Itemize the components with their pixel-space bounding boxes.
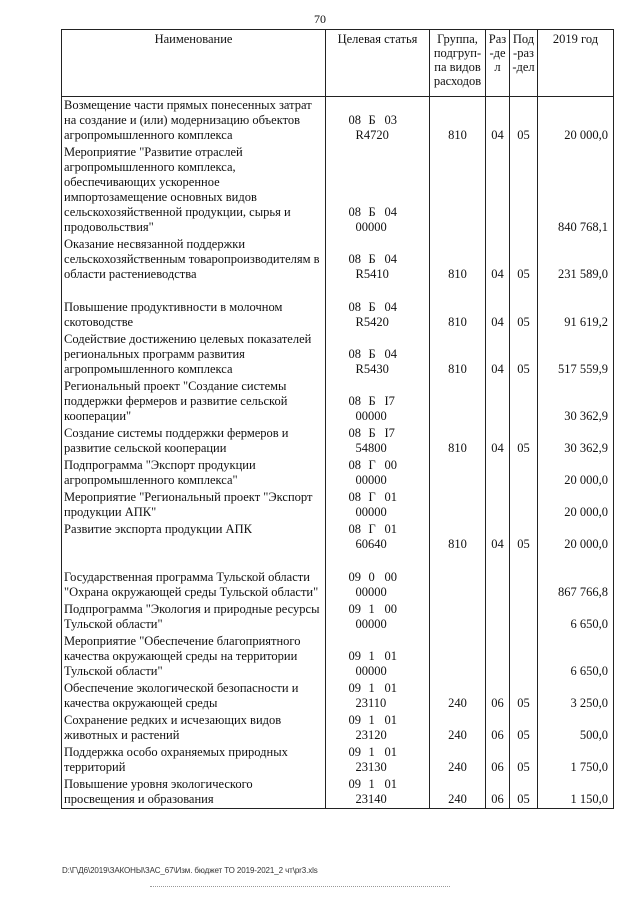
row-group: 810 bbox=[430, 299, 486, 331]
code-direction: R4720 bbox=[355, 128, 389, 142]
row-subsection bbox=[510, 378, 538, 425]
code-subprogram: 1 bbox=[368, 777, 375, 791]
row-group: 240 bbox=[430, 712, 486, 744]
row-target-code bbox=[326, 601, 430, 633]
code-subprogram: 0 bbox=[368, 570, 375, 584]
row-name: Развитие экспорта продукции АПК bbox=[62, 521, 326, 553]
code-event: 01 bbox=[384, 490, 397, 504]
row-target-code bbox=[326, 425, 430, 457]
table-row bbox=[62, 378, 614, 425]
row-target-code bbox=[326, 776, 430, 809]
row-subsection: 05 bbox=[510, 299, 538, 331]
code-subprogram: Б bbox=[368, 394, 376, 408]
code-direction: 23120 bbox=[355, 728, 387, 742]
row-section: 06 bbox=[486, 776, 510, 809]
table-row bbox=[62, 521, 614, 553]
row-subsection: 05 bbox=[510, 331, 538, 378]
code-program: 08 bbox=[348, 426, 361, 440]
code-event: 04 bbox=[384, 300, 397, 314]
row-name: Мероприятие "Развитие отраслей агропромышленного комплекса, обеспечивающих ускоренное импортозамещение основных видов сельскохозяйственной продукции, сырья и продовольствия" bbox=[62, 144, 326, 236]
header-group: Группа, подгруп-па видов расходов bbox=[430, 30, 486, 97]
code-subprogram: Б bbox=[368, 426, 376, 440]
row-group: 240 bbox=[430, 744, 486, 776]
code-direction: 00000 bbox=[355, 617, 387, 631]
code-subprogram: Г bbox=[368, 522, 376, 536]
code-subprogram: 1 bbox=[368, 713, 375, 727]
code-program: 09 bbox=[348, 681, 361, 695]
code-subprogram: 1 bbox=[368, 681, 375, 695]
code-program: 08 bbox=[348, 394, 361, 408]
row-amount: 30 362,9 bbox=[538, 378, 614, 425]
code-subprogram: Б bbox=[368, 347, 376, 361]
code-direction: 00000 bbox=[355, 409, 387, 423]
row-group: 810 bbox=[430, 97, 486, 145]
code-event: I7 bbox=[384, 426, 395, 440]
row-section: 04 bbox=[486, 236, 510, 283]
header-name: Наименование bbox=[62, 30, 326, 97]
row-section: 06 bbox=[486, 744, 510, 776]
row-group bbox=[430, 633, 486, 680]
row-target-code bbox=[326, 97, 430, 145]
row-section bbox=[486, 489, 510, 521]
row-amount: 20 000,0 bbox=[538, 489, 614, 521]
row-section: 04 bbox=[486, 97, 510, 145]
row-group: 810 bbox=[430, 236, 486, 283]
row-subsection: 05 bbox=[510, 776, 538, 809]
code-direction: 60640 bbox=[355, 537, 387, 551]
row-group bbox=[430, 569, 486, 601]
row-subsection: 05 bbox=[510, 236, 538, 283]
code-event: 04 bbox=[384, 205, 397, 219]
row-subsection bbox=[510, 569, 538, 601]
row-amount: 30 362,9 bbox=[538, 425, 614, 457]
row-target-code bbox=[326, 569, 430, 601]
row-target-code bbox=[326, 680, 430, 712]
row-amount: 517 559,9 bbox=[538, 331, 614, 378]
scan-artifact-line bbox=[150, 886, 450, 887]
code-event: 00 bbox=[384, 602, 397, 616]
row-group bbox=[430, 457, 486, 489]
code-program: 08 bbox=[348, 522, 361, 536]
row-subsection bbox=[510, 144, 538, 236]
row-subsection bbox=[510, 601, 538, 633]
row-target-code bbox=[326, 299, 430, 331]
row-spacer bbox=[62, 283, 614, 299]
code-program: 09 bbox=[348, 602, 361, 616]
row-amount: 867 766,8 bbox=[538, 569, 614, 601]
row-amount: 500,0 bbox=[538, 712, 614, 744]
header-target: Целевая статья bbox=[326, 30, 430, 97]
row-group: 240 bbox=[430, 776, 486, 809]
code-direction: 23110 bbox=[355, 696, 387, 710]
code-program: 08 bbox=[348, 490, 361, 504]
code-subprogram: 1 bbox=[368, 745, 375, 759]
row-group bbox=[430, 144, 486, 236]
code-subprogram: Г bbox=[368, 490, 376, 504]
code-event: 01 bbox=[384, 522, 397, 536]
header-row bbox=[62, 30, 614, 97]
row-amount: 20 000,0 bbox=[538, 457, 614, 489]
table-row bbox=[62, 331, 614, 378]
row-subsection: 05 bbox=[510, 744, 538, 776]
code-direction: 00000 bbox=[355, 664, 387, 678]
row-amount: 6 650,0 bbox=[538, 633, 614, 680]
row-subsection bbox=[510, 457, 538, 489]
row-target-code bbox=[326, 457, 430, 489]
row-section: 04 bbox=[486, 299, 510, 331]
code-program: 08 bbox=[348, 300, 361, 314]
row-name: Поддержка особо охраняемых природных территорий bbox=[62, 744, 326, 776]
table-row bbox=[62, 680, 614, 712]
row-target-code bbox=[326, 521, 430, 553]
row-target-code bbox=[326, 331, 430, 378]
row-amount: 840 768,1 bbox=[538, 144, 614, 236]
header-year: 2019 год bbox=[538, 30, 614, 97]
code-direction: R5420 bbox=[355, 315, 389, 329]
row-name: Мероприятие "Региональный проект "Экспорт продукции АПК" bbox=[62, 489, 326, 521]
row-group: 810 bbox=[430, 521, 486, 553]
row-name: Сохранение редких и исчезающих видов животных и растений bbox=[62, 712, 326, 744]
header-section: Раз-дел bbox=[486, 30, 510, 97]
row-target-code bbox=[326, 489, 430, 521]
code-program: 09 bbox=[348, 745, 361, 759]
row-target-code bbox=[326, 744, 430, 776]
row-amount: 20 000,0 bbox=[538, 97, 614, 145]
code-program: 08 bbox=[348, 252, 361, 266]
code-subprogram: 1 bbox=[368, 649, 375, 663]
table-row bbox=[62, 299, 614, 331]
table-row bbox=[62, 633, 614, 680]
code-subprogram: Г bbox=[368, 458, 376, 472]
file-path-footer: D:\Г\Д6\2019\ЗАКОНЫ\ЗАС_67\Изм. бюджет ТО 2019-2021_2 чт\pr3.xls bbox=[62, 866, 318, 875]
row-subsection: 05 bbox=[510, 712, 538, 744]
code-program: 09 bbox=[348, 713, 361, 727]
code-program: 08 bbox=[348, 347, 361, 361]
code-subprogram: Б bbox=[368, 252, 376, 266]
row-name: Возмещение части прямых понесенных затрат на создание и (или) модернизацию объектов агропромышленного комплекса bbox=[62, 97, 326, 145]
row-group: 810 bbox=[430, 331, 486, 378]
row-section: 04 bbox=[486, 425, 510, 457]
table-row bbox=[62, 97, 614, 145]
page-number: 70 bbox=[314, 12, 326, 26]
row-section: 06 bbox=[486, 680, 510, 712]
row-amount: 6 650,0 bbox=[538, 601, 614, 633]
row-name: Мероприятие "Обеспечение благоприятного качества окружающей среды на территории Тульской области" bbox=[62, 633, 326, 680]
row-group bbox=[430, 489, 486, 521]
code-event: 01 bbox=[384, 649, 397, 663]
code-subprogram: Б bbox=[368, 205, 376, 219]
row-subsection: 05 bbox=[510, 521, 538, 553]
code-direction: 23140 bbox=[355, 792, 387, 806]
code-event: 01 bbox=[384, 777, 397, 791]
row-name: Государственная программа Тульской области "Охрана окружающей среды Тульской области" bbox=[62, 569, 326, 601]
row-amount: 3 250,0 bbox=[538, 680, 614, 712]
code-event: 01 bbox=[384, 745, 397, 759]
row-subsection bbox=[510, 633, 538, 680]
row-target-code bbox=[326, 378, 430, 425]
code-event: 00 bbox=[384, 458, 397, 472]
table-row bbox=[62, 712, 614, 744]
table-row bbox=[62, 569, 614, 601]
code-program: 08 bbox=[348, 458, 361, 472]
row-name: Подпрограмма "Экспорт продукции агропромышленного комплекса" bbox=[62, 457, 326, 489]
code-event: I7 bbox=[384, 394, 395, 408]
row-name: Создание системы поддержки фермеров и развитие сельской кооперации bbox=[62, 425, 326, 457]
row-group bbox=[430, 601, 486, 633]
code-program: 08 bbox=[348, 113, 361, 127]
row-name: Содействие достижению целевых показателей региональных программ развития агропромышленного комплекса bbox=[62, 331, 326, 378]
row-section bbox=[486, 569, 510, 601]
row-section: 04 bbox=[486, 331, 510, 378]
row-name: Подпрограмма "Экология и природные ресурсы Тульской области" bbox=[62, 601, 326, 633]
row-target-code bbox=[326, 712, 430, 744]
code-event: 04 bbox=[384, 347, 397, 361]
row-section bbox=[486, 144, 510, 236]
code-direction: 00000 bbox=[355, 473, 387, 487]
header-subsection: Под-раз-дел bbox=[510, 30, 538, 97]
row-section: 06 bbox=[486, 712, 510, 744]
code-program: 08 bbox=[348, 205, 361, 219]
row-amount: 20 000,0 bbox=[538, 521, 614, 553]
code-direction: 00000 bbox=[355, 505, 387, 519]
table-row bbox=[62, 236, 614, 283]
row-amount: 91 619,2 bbox=[538, 299, 614, 331]
code-direction: 00000 bbox=[355, 585, 387, 599]
code-event: 01 bbox=[384, 681, 397, 695]
code-event: 00 bbox=[384, 570, 397, 584]
code-direction: 00000 bbox=[355, 220, 387, 234]
table-row bbox=[62, 489, 614, 521]
row-section bbox=[486, 633, 510, 680]
row-name: Обеспечение экологической безопасности и качества окружающей среды bbox=[62, 680, 326, 712]
code-subprogram: Б bbox=[368, 300, 376, 314]
row-amount: 231 589,0 bbox=[538, 236, 614, 283]
code-direction: 23130 bbox=[355, 760, 387, 774]
row-target-code bbox=[326, 144, 430, 236]
row-name: Повышение продуктивности в молочном скотоводстве bbox=[62, 299, 326, 331]
row-amount: 1 750,0 bbox=[538, 744, 614, 776]
table-row bbox=[62, 144, 614, 236]
row-section: 04 bbox=[486, 521, 510, 553]
row-target-code bbox=[326, 236, 430, 283]
row-subsection bbox=[510, 489, 538, 521]
code-subprogram: Б bbox=[368, 113, 376, 127]
row-name: Повышение уровня экологического просвещения и образования bbox=[62, 776, 326, 809]
row-subsection: 05 bbox=[510, 97, 538, 145]
budget-table bbox=[61, 29, 614, 809]
row-section bbox=[486, 601, 510, 633]
code-program: 09 bbox=[348, 777, 361, 791]
row-target-code bbox=[326, 633, 430, 680]
code-subprogram: 1 bbox=[368, 602, 375, 616]
row-spacer bbox=[62, 553, 614, 569]
row-amount: 1 150,0 bbox=[538, 776, 614, 809]
row-name: Оказание несвязанной поддержки сельскохозяйственным товаропроизводителям в области растениеводства bbox=[62, 236, 326, 283]
table-row bbox=[62, 744, 614, 776]
code-event: 04 bbox=[384, 252, 397, 266]
code-program: 09 bbox=[348, 649, 361, 663]
row-group: 810 bbox=[430, 425, 486, 457]
row-subsection: 05 bbox=[510, 680, 538, 712]
code-event: 03 bbox=[384, 113, 397, 127]
code-direction: R5410 bbox=[355, 267, 389, 281]
table-row bbox=[62, 457, 614, 489]
row-section bbox=[486, 457, 510, 489]
row-group: 240 bbox=[430, 680, 486, 712]
table-row bbox=[62, 601, 614, 633]
code-direction: R5430 bbox=[355, 362, 389, 376]
row-name: Региональный проект "Создание системы поддержки фермеров и развитие сельской кооперации" bbox=[62, 378, 326, 425]
code-program: 09 bbox=[348, 570, 361, 584]
row-group bbox=[430, 378, 486, 425]
row-section bbox=[486, 378, 510, 425]
code-direction: 54800 bbox=[355, 441, 387, 455]
code-event: 01 bbox=[384, 713, 397, 727]
row-subsection: 05 bbox=[510, 425, 538, 457]
table-row bbox=[62, 425, 614, 457]
table-row bbox=[62, 776, 614, 809]
